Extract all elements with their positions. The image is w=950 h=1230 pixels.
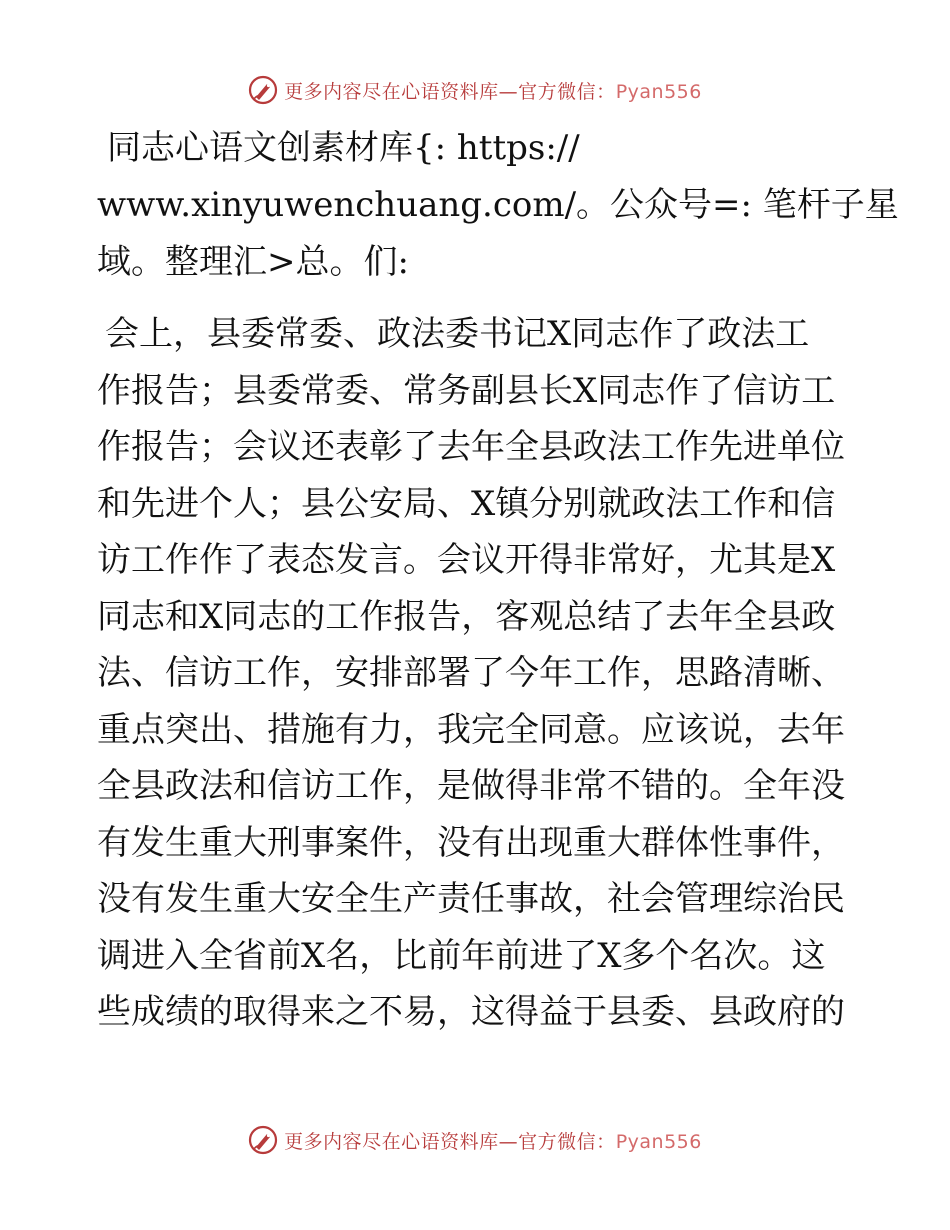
pen-nib-logo-icon <box>248 75 278 105</box>
body-line: 同志和X同志的工作报告，客观总结了去年全县政 <box>97 596 836 637</box>
watermark-wechat-label: 官方微信： <box>518 1130 616 1153</box>
pen-nib-logo-icon <box>248 1125 278 1155</box>
body-line: 法、信访工作，安排部署了今年工作，思路清晰、 <box>97 653 845 693</box>
watermark-text <box>284 1127 702 1154</box>
watermark-wechat-label: 官方微信： <box>518 80 616 103</box>
body-line: 会上，县委常委、政法委书记X同志作了政法工 <box>105 314 810 354</box>
watermark-main: 更多内容尽在心语资料库 <box>284 80 499 103</box>
body-line: 全县政法和信访工作，是做得非常不错的。全年没 <box>97 766 845 806</box>
watermark-dash: — <box>498 1130 519 1153</box>
watermark-main: 更多内容尽在心语资料库 <box>284 1130 499 1153</box>
watermark-wechat-id: Pyan556 <box>615 80 702 103</box>
body-line: 访工作作了表态发言。会议开得非常好，尤其是X <box>97 540 836 580</box>
body-line: 作报告；县委常委、常务副县长X同志作了信访工 <box>97 370 836 411</box>
source-line-1: 同志心语文创素材库{: https:// <box>107 128 580 168</box>
body-line: 重点突出、措施有力，我完全同意。应该说，去年 <box>97 709 845 750</box>
body-line: 没有发生重大安全生产责任事故，社会管理综治民 <box>97 879 845 919</box>
body-line: 调进入全省前X名，比前年前进了X多个名次。这 <box>97 935 826 976</box>
body-line: 些成绩的取得来之不易，这得益于县委、县政府的 <box>97 992 845 1032</box>
source-line-2: www.xinyuwenchuang.com/。公众号=: 笔杆子星 <box>97 185 899 225</box>
body-line: 和先进个人；县公安局、X镇分别就政法工作和信 <box>97 483 836 524</box>
body-line: 作报告；会议还表彰了去年全县政法工作先进单位 <box>97 427 845 467</box>
source-line-3: 域。整理汇>总。们: <box>97 242 409 282</box>
watermark-text <box>284 77 702 104</box>
source-notice <box>97 120 899 291</box>
watermark-wechat-id: Pyan556 <box>615 1130 702 1153</box>
bottom-watermark-banner <box>0 1120 950 1160</box>
top-watermark-banner <box>0 70 950 110</box>
body-paragraph <box>97 306 857 1041</box>
watermark-dash: — <box>498 80 519 103</box>
body-line: 有发生重大刑事案件，没有出现重大群体性事件， <box>97 822 845 863</box>
